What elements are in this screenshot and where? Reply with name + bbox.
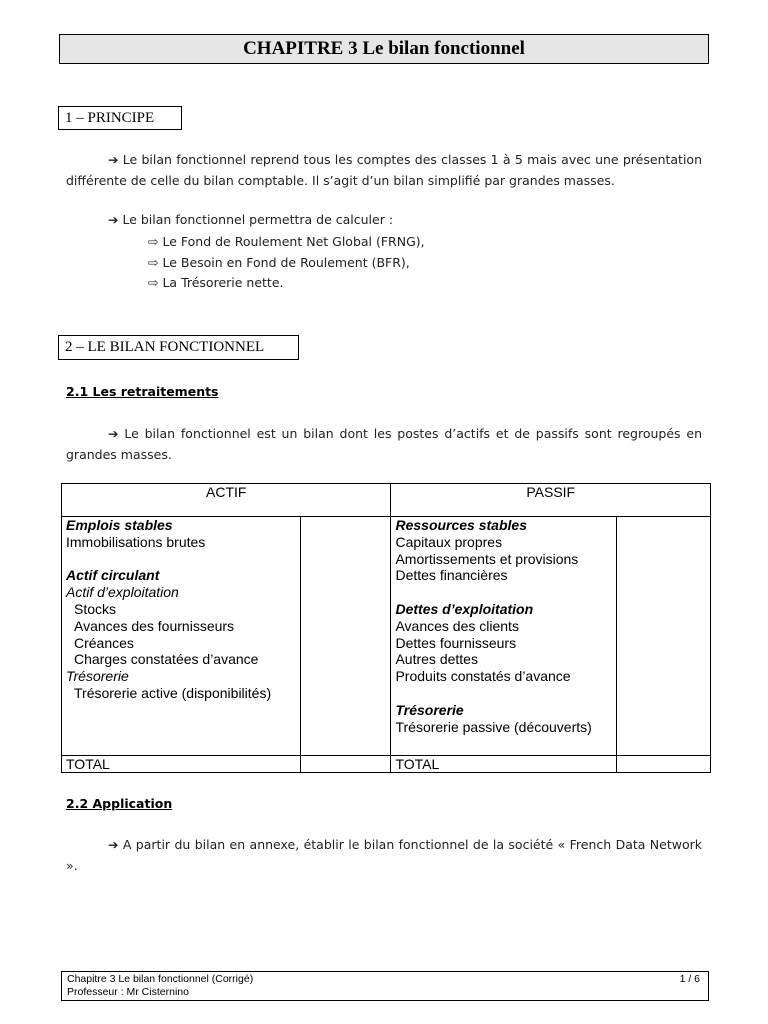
tresorerie-passive-label: Trésorerie passive (découverts)	[395, 718, 592, 735]
application-text: A partir du bilan en annexe, établir le bilan fonctionnel de la société « French Data Network ».	[66, 837, 702, 873]
page-title: CHAPITRE 3 Le bilan fonctionnel	[59, 34, 709, 64]
principe-paragraph-1	[66, 150, 702, 191]
bullet-item	[148, 275, 284, 290]
table-body-row	[62, 517, 711, 756]
arrow-icon: ➔	[108, 152, 119, 167]
section-1-heading: 1 – PRINCIPE	[58, 106, 182, 130]
tresorerie-passif-label: Trésorerie	[395, 701, 464, 718]
bullet-text: Le Besoin en Fond de Roulement (BFR),	[162, 255, 410, 270]
principe-text-1: Le bilan fonctionnel reprend tous les comptes des classes 1 à 5 mais avec une présentation différente de celle du bilan comptable. Il s’agit d’un bilan simplifié par grandes masses.	[66, 152, 702, 188]
capitaux-propres-label: Capitaux propres	[395, 533, 503, 550]
bullet-arrow-icon: ⇨	[148, 234, 159, 249]
arrow-icon: ➔	[108, 212, 119, 227]
passif-items-cell	[391, 517, 617, 756]
subsection-application: 2.2 Application	[66, 796, 173, 811]
application-paragraph	[66, 835, 702, 876]
charges-constatees-label: Charges constatées d’avance	[74, 651, 259, 668]
page-number: 1 / 6	[679, 973, 700, 985]
creances-label: Créances	[74, 634, 134, 651]
bullet-item	[148, 234, 425, 249]
footer-professor: Professeur : Mr Cisternino	[67, 986, 189, 998]
bullet-arrow-icon: ⇨	[148, 275, 159, 290]
bullet-text: La Trésorerie nette.	[162, 275, 284, 290]
actif-header: ACTIF	[62, 484, 391, 517]
stocks-label: Stocks	[74, 600, 117, 617]
total-actif-amount	[300, 756, 391, 773]
emplois-stables-label: Emplois stables	[66, 517, 173, 533]
dettes-financieres-label: Dettes financières	[395, 567, 508, 584]
actif-amount-cell	[300, 517, 391, 756]
page-footer	[61, 971, 709, 1001]
avances-clients-label: Avances des clients	[395, 617, 519, 634]
spacer	[395, 685, 612, 702]
immobilisations-label: Immobilisations brutes	[66, 533, 206, 550]
footer-chapter: Chapitre 3 Le bilan fonctionnel (Corrigé)	[67, 973, 254, 985]
dettes-fournisseurs-label: Dettes fournisseurs	[395, 634, 517, 651]
tresorerie-actif-label: Trésorerie	[66, 668, 129, 685]
total-actif-label: TOTAL	[62, 756, 301, 773]
actif-exploitation-label: Actif d’exploitation	[66, 584, 179, 601]
principe-paragraph-2	[108, 212, 393, 227]
retraitements-text: Le bilan fonctionnel est un bilan dont les postes d’actifs et de passifs sont regroupés en grandes masses.	[66, 426, 702, 462]
section-2-heading: 2 – LE BILAN FONCTIONNEL	[58, 335, 299, 360]
total-passif-label: TOTAL	[391, 756, 617, 773]
passif-amount-cell	[617, 517, 711, 756]
produits-constates-label: Produits constatés d’avance	[395, 668, 571, 685]
passif-header: PASSIF	[391, 484, 711, 517]
spacer	[395, 584, 612, 601]
subsection-retraitements: 2.1 Les retraitements	[66, 384, 219, 399]
spacer	[66, 551, 296, 568]
bilan-table	[61, 483, 711, 773]
bullet-arrow-icon: ⇨	[148, 255, 159, 270]
bullet-item	[148, 255, 410, 270]
arrow-icon: ➔	[108, 837, 119, 852]
actif-circulant-label: Actif circulant	[66, 567, 160, 584]
bullet-text: Le Fond de Roulement Net Global (FRNG),	[162, 234, 425, 249]
table-header-row	[62, 484, 711, 517]
autres-dettes-label: Autres dettes	[395, 651, 478, 668]
principe-text-2: Le bilan fonctionnel permettra de calculer :	[122, 212, 394, 227]
retraitements-paragraph	[66, 424, 702, 465]
tresorerie-active-label: Trésorerie active (disponibilités)	[74, 684, 272, 701]
total-passif-amount	[617, 756, 711, 773]
dettes-exploitation-label: Dettes d’exploitation	[395, 600, 534, 617]
amortissements-label: Amortissements et provisions	[395, 550, 579, 567]
avances-fournisseurs-label: Avances des fournisseurs	[74, 617, 235, 634]
actif-items-cell	[62, 517, 301, 756]
ressources-stables-label: Ressources stables	[395, 517, 527, 533]
total-row	[62, 756, 711, 773]
arrow-icon: ➔	[108, 426, 119, 441]
